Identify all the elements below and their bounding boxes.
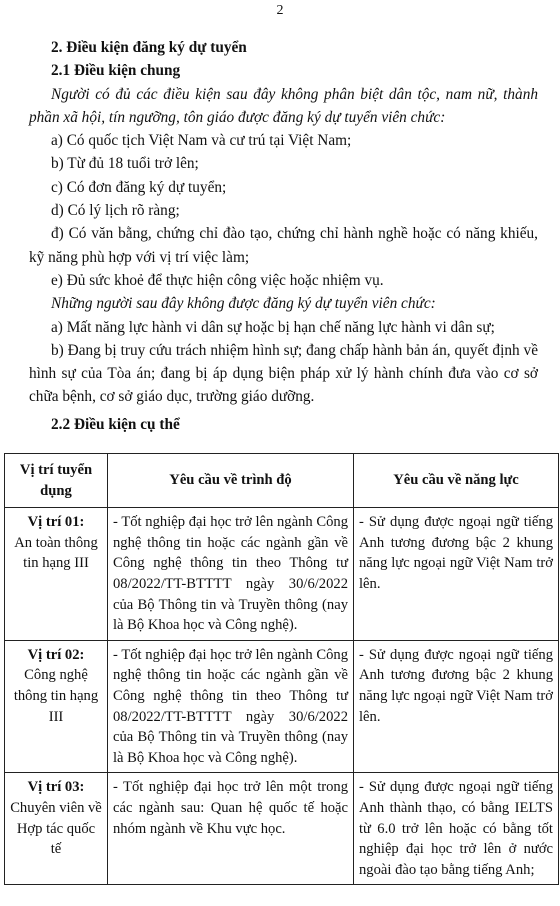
education-requirement: - Tốt nghiệp đại học trở lên ngành Công nghệ thông tin hoặc các ngành gần về Công nghệ thông tin theo Thông tư 08/2022/TT-BTTTT ngày 30/6/2022 của Bộ Thông tin và Truyền thông (nay là Bộ Khoa học và Công nghệ). xyxy=(108,640,354,773)
general-conditions-intro: Người có đủ các điều kiện sau đây không phân biệt dân tộc, nam nữ, thành phần xã hội, tín ngưỡng, tôn giáo được đăng ký dự tuyển viên chức: xyxy=(29,85,538,126)
exclusion-item: b) Đang bị truy cứu trách nhiệm hình sự; đang chấp hành bản án, quyết định về hình sự của Tòa án; đang bị áp dụng biện pháp xử lý hành chính đưa vào cơ sở chữa bệnh, cơ sở giáo dục, trường giáo dưỡng. xyxy=(29,341,538,406)
condition-item: d) Có lý lịch rõ ràng; xyxy=(51,202,180,220)
position-id: Vị trí 02: xyxy=(27,646,85,663)
subsection-specific-title: 2.2 Điều kiện cụ thể xyxy=(51,415,180,433)
condition-item: b) Từ đủ 18 tuổi trở lên; xyxy=(51,155,199,173)
position-cell xyxy=(5,508,108,641)
page-number: 2 xyxy=(276,3,284,18)
header-position: Vị trí tuyển dụng xyxy=(5,454,108,508)
condition-item: e) Đủ sức khoẻ để thực hiện công việc hoặc nhiệm vụ. xyxy=(51,271,384,289)
position-name: An toàn thông tin hạng III xyxy=(14,534,98,572)
position-name: Công nghệ thông tin hạng III xyxy=(13,667,99,725)
condition-item: đ) Có văn bằng, chứng chỉ đào tạo, chứng chỉ hành nghề hoặc có năng khiếu, kỹ năng phù hợp với vị trí việc làm; xyxy=(29,225,538,266)
table-row xyxy=(5,640,559,773)
position-id: Vị trí 01: xyxy=(27,514,85,531)
document-body xyxy=(0,36,560,436)
position-cell xyxy=(5,773,108,885)
exclusion-intro: Những người sau đây không được đăng ký dự tuyển viên chức: xyxy=(51,295,436,313)
header-competency: Yêu cầu về năng lực xyxy=(354,454,559,508)
position-cell xyxy=(5,640,108,773)
competency-requirement: - Sử dụng được ngoại ngữ tiếng Anh tương đương bậc 2 khung năng lực ngoại ngữ Việt Nam trở lên. xyxy=(354,640,559,773)
requirements-table xyxy=(4,453,559,885)
competency-requirement: - Sử dụng được ngoại ngữ tiếng Anh tương đương bậc 2 khung năng lực ngoại ngữ Việt Nam trở lên. xyxy=(354,508,559,641)
exclusion-item: a) Mất năng lực hành vi dân sự hoặc bị hạn chế năng lực hành vi dân sự; xyxy=(51,318,495,336)
table-row xyxy=(5,508,559,641)
header-education: Yêu cầu về trình độ xyxy=(108,454,354,508)
position-id: Vị trí 03: xyxy=(27,779,85,796)
section-title: 2. Điều kiện đăng ký dự tuyển xyxy=(51,39,247,56)
education-requirement: - Tốt nghiệp đại học trở lên ngành Công nghệ thông tin hoặc các ngành gần về Công nghệ thông tin theo Thông tư 08/2022/TT-BTTTT ngày 30/6/2022 của Bộ Thông tin và Truyền thông (nay là Bộ Khoa học và Công nghệ). xyxy=(108,508,354,641)
position-name: Chuyên viên về Hợp tác quốc tế xyxy=(10,799,102,858)
table-header-row xyxy=(5,454,559,508)
condition-item: a) Có quốc tịch Việt Nam và cư trú tại Việt Nam; xyxy=(51,132,352,150)
subsection-general-title: 2.1 Điều kiện chung xyxy=(51,62,181,80)
education-requirement: - Tốt nghiệp đại học trở lên một trong các ngành sau: Quan hệ quốc tế hoặc nhóm ngành về Khu vực học. xyxy=(108,773,354,885)
table-row xyxy=(5,773,559,885)
condition-item: c) Có đơn đăng ký dự tuyển; xyxy=(51,178,227,196)
competency-requirement: - Sử dụng được ngoại ngữ tiếng Anh thành thạo, có bằng IELTS từ 6.0 trở lên hoặc có bằng tốt nghiệp đại học trở lên ở nước ngoài đào tạo bằng tiếng Anh; xyxy=(354,773,559,885)
